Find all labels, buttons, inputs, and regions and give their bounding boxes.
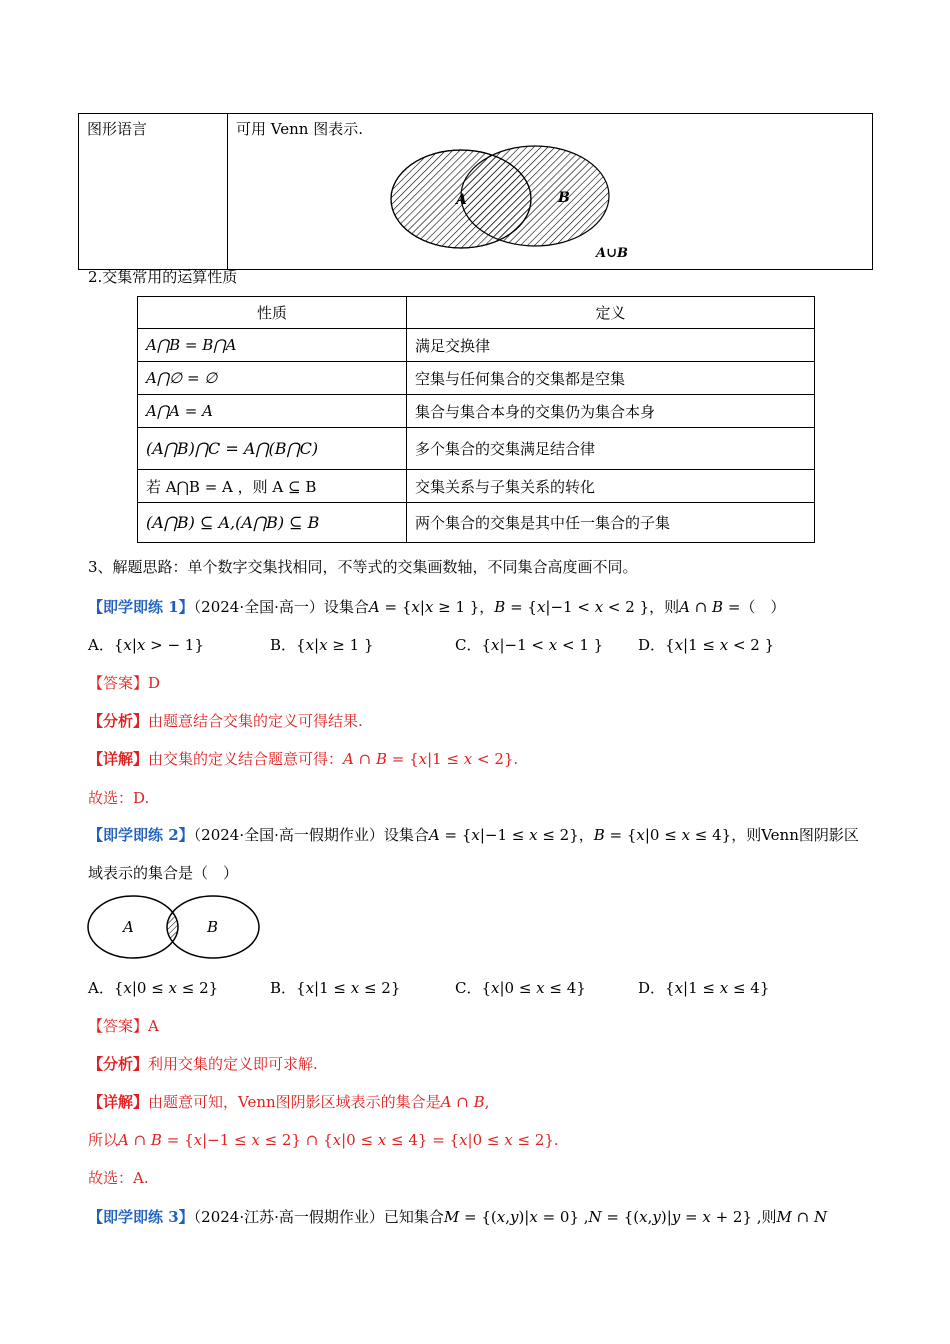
ex1-option-d: D．{𝑥|1 ≤ 𝑥 < 2 } bbox=[638, 636, 775, 654]
venn-set-b bbox=[461, 146, 609, 246]
table-row bbox=[138, 395, 815, 428]
ex1-analysis: 由题意结合交集的定义可得结果. bbox=[148, 712, 363, 730]
property-cell: A⋂B = B⋂A bbox=[138, 329, 407, 362]
venn-label-b: B bbox=[558, 190, 570, 206]
ex1-tag: 【即学即练 1】 bbox=[88, 598, 194, 616]
header-definition: 定义 bbox=[407, 297, 815, 329]
table-row bbox=[138, 428, 815, 470]
ex3-question-line bbox=[88, 1206, 827, 1227]
intersection-properties-table bbox=[137, 296, 815, 543]
ex2-detail-line bbox=[88, 1091, 489, 1112]
ex1-question-line bbox=[88, 596, 785, 617]
table-row bbox=[138, 329, 815, 362]
venn-label-a: A bbox=[123, 918, 134, 936]
venn-caption: A∪B bbox=[596, 246, 628, 261]
ex2-choice: 故选：A. bbox=[88, 1169, 149, 1187]
ex1-choice: 故选：D. bbox=[88, 789, 150, 807]
definition-cell: 多个集合的交集满足结合律 bbox=[407, 428, 815, 470]
ex2-option-d: D．{𝑥|1 ≤ 𝑥 ≤ 4} bbox=[638, 979, 770, 997]
ex2-detail-tag: 【详解】 bbox=[88, 1093, 149, 1111]
ex3-tag: 【即学即练 3】 bbox=[88, 1208, 194, 1226]
definition-cell: 两个集合的交集是其中任一集合的子集 bbox=[407, 503, 815, 543]
graphic-language-cell bbox=[228, 114, 873, 270]
definition-cell: 集合与集合本身的交集仍为集合本身 bbox=[407, 395, 815, 428]
ex2-option-a: A．{𝑥|0 ≤ 𝑥 ≤ 2} bbox=[88, 979, 219, 997]
definition-cell: 满足交换律 bbox=[407, 329, 815, 362]
ex2-question1: （2024·全国·高一假期作业）设集合𝐴 = {𝑥|−1 ≤ 𝑥 ≤ 2}，𝐵 = {𝑥|0 ≤ 𝑥 ≤ 4}，则Venn图阴影区 bbox=[193, 826, 859, 844]
definition-cell: 空集与任何集合的交集都是空集 bbox=[407, 362, 815, 395]
table-row bbox=[138, 503, 815, 543]
ex2-answer: 【答案】A bbox=[88, 1017, 159, 1035]
ex2-analysis-tag: 【分析】 bbox=[88, 1055, 149, 1073]
venn-label-a: A bbox=[456, 192, 467, 208]
ex1-analysis-tag: 【分析】 bbox=[88, 712, 149, 730]
property-cell: (A⋂B)⋂C = A⋂(B⋂C) bbox=[138, 428, 407, 470]
ex1-option-c: C．{𝑥|−1 < 𝑥 < 1 } bbox=[455, 636, 604, 654]
ex2-detail2: 所以𝐴 ∩ 𝐵 = {𝑥|−1 ≤ 𝑥 ≤ 2} ∩ {𝑥|0 ≤ 𝑥 ≤ 4} = {𝑥|0 ≤ 𝑥 ≤ 2}. bbox=[88, 1131, 559, 1149]
graphic-language-table bbox=[78, 113, 873, 270]
ex2-question2: 域表示的集合是（ ） bbox=[88, 864, 239, 882]
ex1-question: （2024·全国·高一）设集合𝐴 = {𝑥|𝑥 ≥ 1 }，𝐵 = {𝑥|−1 < 𝑥 < 2 }，则𝐴 ∩ 𝐵 =（ ） bbox=[193, 598, 786, 616]
ex1-detail: 由交集的定义结合题意可得：𝐴 ∩ 𝐵 = {𝑥|1 ≤ 𝑥 < 2}. bbox=[148, 750, 519, 768]
table-row bbox=[138, 470, 815, 503]
ex1-analysis-line bbox=[88, 710, 363, 731]
ex2-tag: 【即学即练 2】 bbox=[88, 826, 194, 844]
property-cell: 若 A⋂B = A ，则 A ⊆ B bbox=[138, 470, 407, 503]
ex2-analysis: 利用交集的定义即可求解. bbox=[148, 1055, 318, 1073]
section3-text: 3、解题思路：单个数字交集找相同，不等式的交集画数轴，不同集合高度画不同。 bbox=[88, 558, 638, 576]
property-cell: (A⋂B) ⊆ A,(A⋂B) ⊆ B bbox=[138, 503, 407, 543]
venn-label-b: B bbox=[207, 918, 219, 936]
venn-description: 可用 Venn 图表示. bbox=[236, 120, 363, 138]
ex1-option-a: A．{𝑥|𝑥 > − 1} bbox=[88, 636, 204, 654]
ex3-question: （2024·江苏·高一假期作业）已知集合𝑀 = {(𝑥,𝑦)|𝑥 = 0} ,𝑁 = {(𝑥,𝑦)|𝑦 = 𝑥 + 2} ,则𝑀 ∩ 𝑁 bbox=[193, 1208, 828, 1226]
ex1-answer: 【答案】D bbox=[88, 674, 161, 692]
venn-intersection-diagram bbox=[85, 893, 265, 963]
ex1-option-b: B．{𝑥|𝑥 ≥ 1 } bbox=[270, 636, 374, 654]
venn-union-diagram bbox=[388, 144, 618, 269]
header-property: 性质 bbox=[138, 297, 407, 329]
ex2-analysis-line bbox=[88, 1053, 318, 1074]
ex1-detail-line bbox=[88, 748, 518, 769]
ex2-option-b: B．{𝑥|1 ≤ 𝑥 ≤ 2} bbox=[270, 979, 401, 997]
ex1-detail-tag: 【详解】 bbox=[88, 750, 149, 768]
table-row bbox=[138, 362, 815, 395]
ex2-question-line1 bbox=[88, 824, 859, 845]
property-cell: A⋂A = A bbox=[138, 395, 407, 428]
definition-cell: 交集关系与子集关系的转化 bbox=[407, 470, 815, 503]
ex2-detail: 由题意可知，Venn图阴影区域表示的集合是𝐴 ∩ 𝐵, bbox=[148, 1093, 490, 1111]
section2-title: 2.交集常用的运算性质 bbox=[88, 268, 238, 286]
property-cell: A⋂∅ = ∅ bbox=[138, 362, 407, 395]
ex2-option-c: C．{𝑥|0 ≤ 𝑥 ≤ 4} bbox=[455, 979, 586, 997]
graphic-language-label: 图形语言 bbox=[79, 114, 228, 270]
